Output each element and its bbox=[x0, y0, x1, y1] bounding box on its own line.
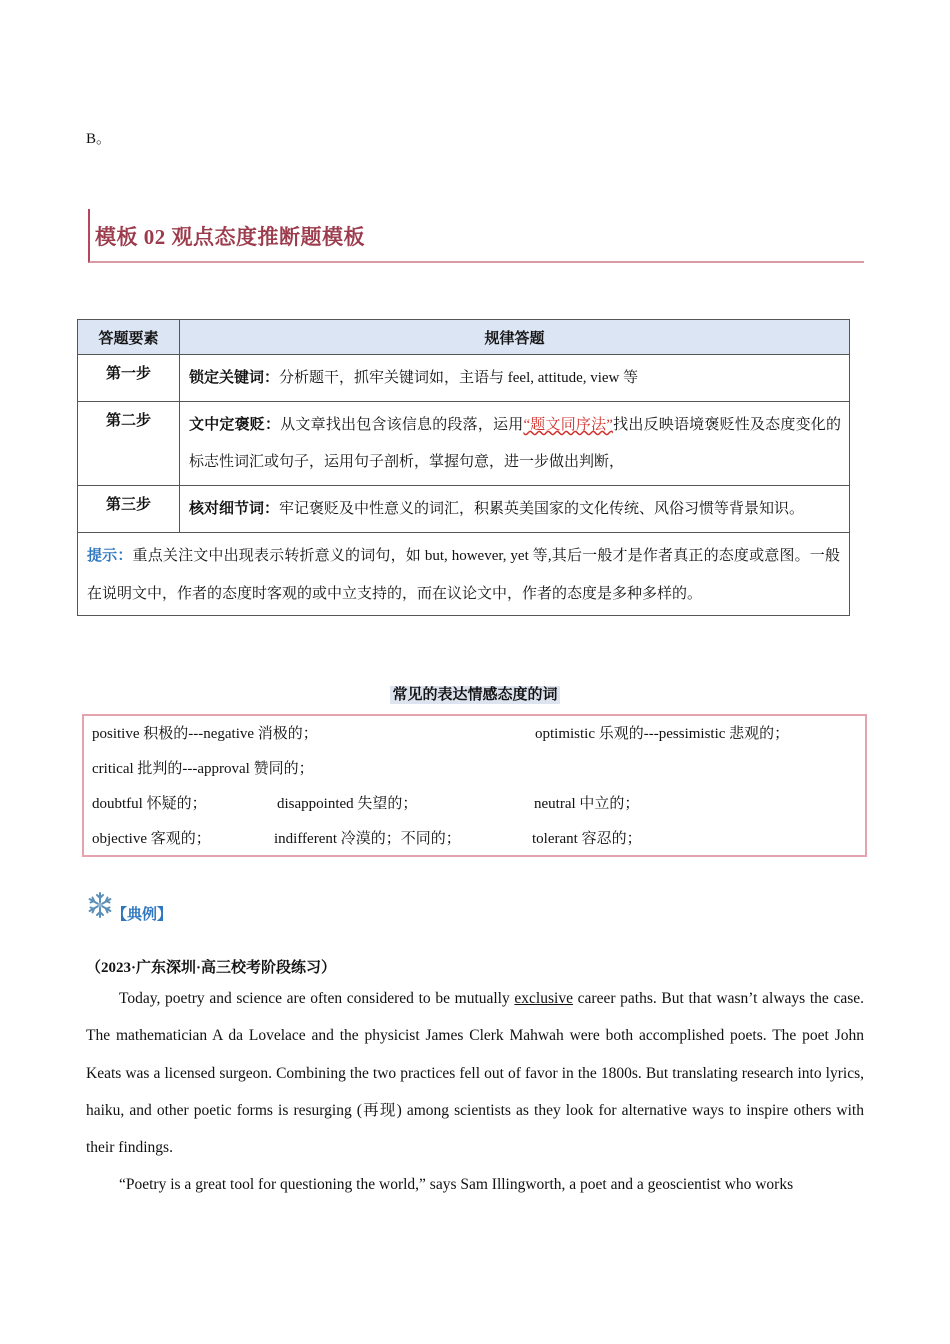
word-item: positive 积极的---negative 消极的； bbox=[92, 726, 318, 742]
example-label: 【典例】 bbox=[112, 907, 173, 923]
tip-label: 提示： bbox=[87, 548, 133, 564]
step-label: 第三步 bbox=[78, 486, 180, 533]
word-item: neutral 中立的； bbox=[534, 796, 640, 812]
word-item: objective 客观的； bbox=[92, 831, 211, 847]
word-item: critical 批判的---approval 赞同的； bbox=[92, 761, 314, 777]
table-header: 规律答题 bbox=[180, 320, 850, 355]
tip-cell bbox=[78, 533, 850, 616]
tip-row bbox=[78, 533, 850, 616]
passage-text: career paths. But that wasn’t always the case. The mathematician A da Lovelace and the physicist James Clerk Mahwah were both accomplished poets. The poet John Keats was a licensed surgeon. Combining the two practices fell out of favor in the 1800s. But translating research into lyrics, haiku, and other poetic forms is resurging (再现) among scientists as they look for alternative ways to inspire others with their findings. bbox=[86, 990, 865, 1157]
common-words-title bbox=[0, 683, 950, 704]
table-row bbox=[78, 402, 850, 486]
table-header: 答题要素 bbox=[78, 320, 180, 355]
word-item: doubtful 怀疑的； bbox=[92, 796, 207, 812]
passage-text: Today, poetry and science are often considered to be mutually bbox=[119, 990, 515, 1007]
step-description bbox=[180, 355, 850, 402]
table-row bbox=[78, 486, 850, 533]
step-keyword: 文中定褒贬： bbox=[189, 417, 281, 433]
reading-passage bbox=[86, 980, 864, 1204]
step-text: 找出反映语境褒贬性及态度变化的标志性词汇或句子，运用句子剖析，掌握句意，进一步做出判断， bbox=[189, 417, 841, 470]
section-title: 模板 02 观点态度推断题模板 bbox=[95, 225, 365, 249]
table-header-row bbox=[78, 320, 850, 355]
step-label: 第二步 bbox=[78, 402, 180, 486]
step-keyword: 锁定关键词： bbox=[189, 370, 280, 386]
underlined-word: exclusive bbox=[514, 990, 573, 1007]
step-description bbox=[180, 486, 850, 533]
word-item: optimistic 乐观的---pessimistic 悲观的； bbox=[535, 726, 790, 742]
common-words-title-text: 常见的表达情感态度的词 bbox=[392, 687, 558, 703]
rules-table bbox=[77, 319, 850, 616]
passage-paragraph bbox=[86, 980, 864, 1166]
method-highlight: “题文同序法” bbox=[523, 417, 613, 433]
table-row bbox=[78, 355, 850, 402]
step-text: 分析题干，抓牢关键词如，主语与 feel, attitude, view 等 bbox=[279, 370, 639, 386]
word-item: indifferent 冷漠的；不同的； bbox=[274, 831, 461, 847]
snowflake-icon bbox=[86, 891, 114, 919]
section-heading bbox=[88, 209, 864, 263]
passage-paragraph: “Poetry is a great tool for questioning the world,” says Sam Illingworth, a poet and a geoscientist who works bbox=[119, 1176, 794, 1194]
word-item: tolerant 容忍的； bbox=[532, 831, 642, 847]
previous-answer: B。 bbox=[86, 131, 112, 147]
word-item: disappointed 失望的； bbox=[277, 796, 418, 812]
step-description bbox=[180, 402, 850, 486]
step-text: 牢记褒贬及中性意义的词汇，积累英美国家的文化传统、风俗习惯等背景知识。 bbox=[279, 501, 805, 517]
common-words-box bbox=[82, 714, 867, 857]
question-source: （2023·广东深圳·高三校考阶段练习） bbox=[86, 960, 337, 976]
step-label: 第一步 bbox=[78, 355, 180, 402]
tip-text: 重点关注文中出现表示转折意义的词句，如 but, however, yet 等,其后一般才是作者真正的态度或意图。一般在说明文中，作者的态度时客观的或中立支持的，而在议论文中，作者的态度是多种多样的。 bbox=[87, 548, 840, 602]
step-keyword: 核对细节词： bbox=[189, 501, 280, 517]
step-text: 从文章找出包含该信息的段落，运用 bbox=[280, 417, 524, 433]
